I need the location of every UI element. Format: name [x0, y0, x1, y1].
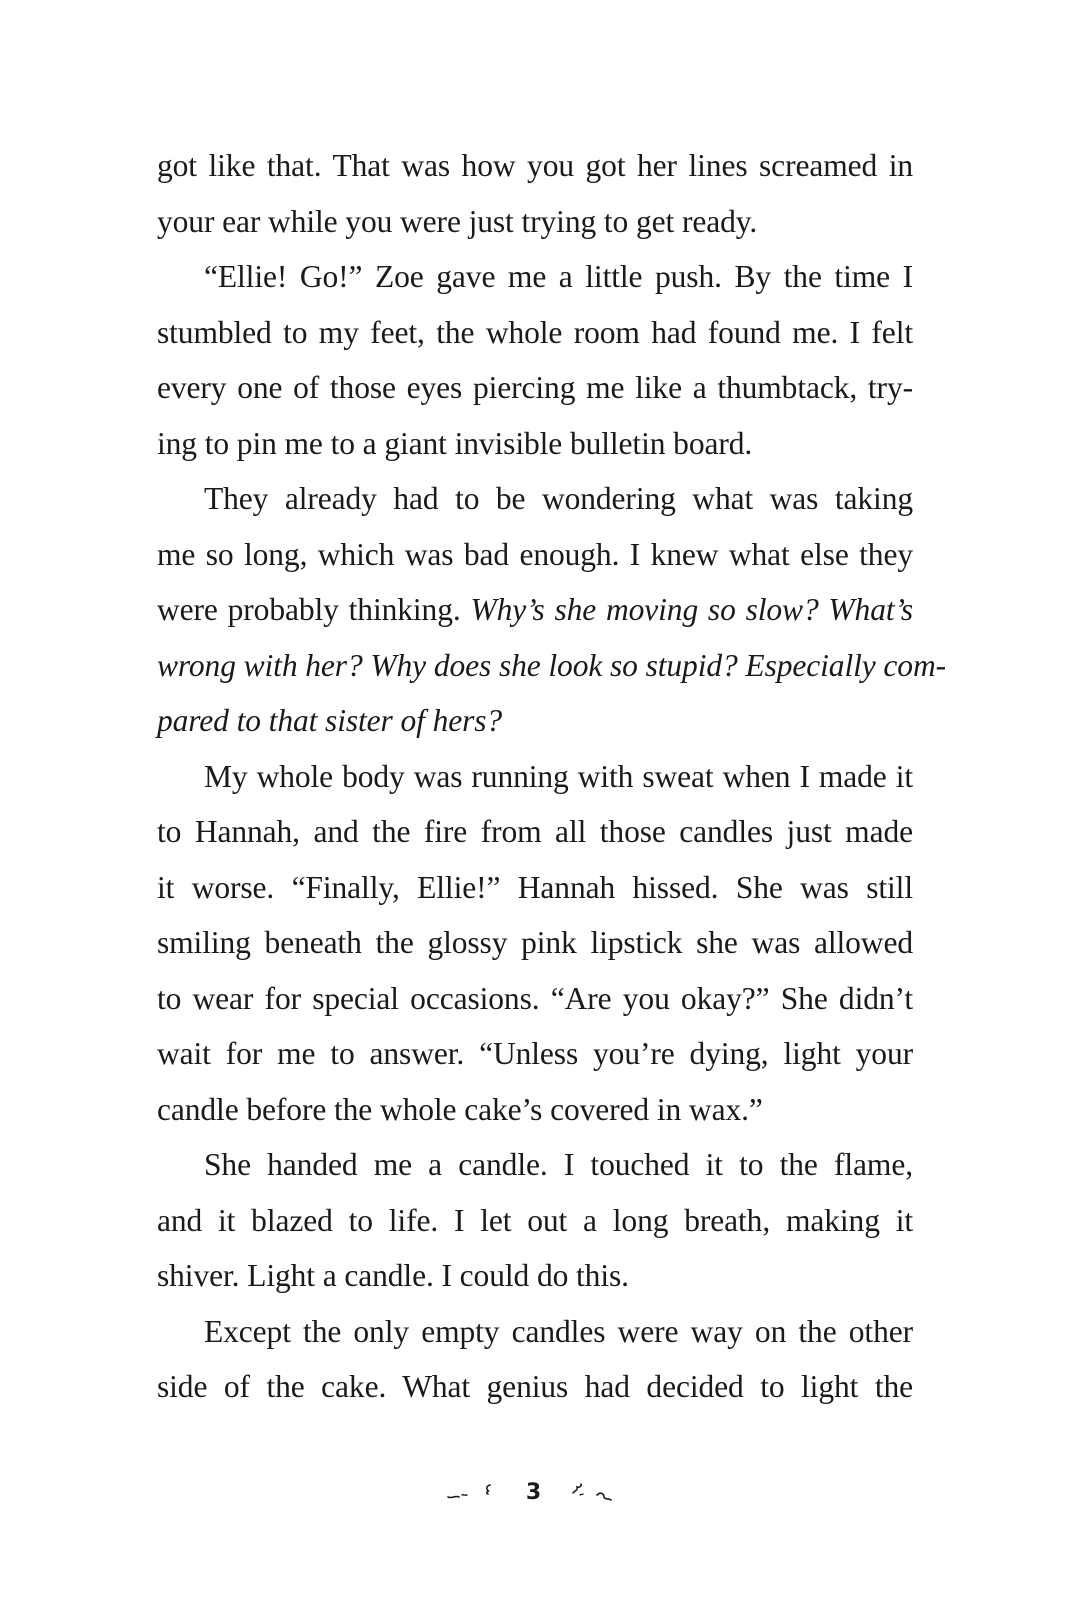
- body-text-line: [157, 638, 946, 694]
- italic-thought-text: wrong with her? Why does she look so stupid? Especially com-: [157, 647, 946, 683]
- body-text-line: stumbled to my feet, the whole room had found me. I felt: [157, 314, 913, 350]
- body-text-line: and it blazed to life. I let out a long breath, making it: [157, 1202, 913, 1238]
- body-text-line: candle before the whole cake’s covered in wax.”: [157, 1091, 763, 1127]
- book-page-body: [157, 138, 946, 1415]
- flourish-right-icon: [571, 1481, 621, 1505]
- page-footer: [0, 1478, 1067, 1508]
- body-text-line: got like that. That was how you got her lines screamed in: [157, 148, 913, 183]
- body-text-line: wait for me to answer. “Unless you’re dying, light your: [157, 1036, 913, 1071]
- flourish-left-icon: [446, 1481, 496, 1505]
- body-text-line: [157, 582, 913, 638]
- body-text-line: smiling beneath the glossy pink lipstick she was allowed: [157, 925, 913, 960]
- body-text-line: every one of those eyes piercing me like a thumbtack, try-: [157, 370, 913, 405]
- body-text-line: “Ellie! Go!” Zoe gave me a little push. By the time I: [204, 259, 913, 294]
- body-text-line: to wear for special occasions. “Are you okay?” She didn’t: [157, 980, 913, 1016]
- body-text-line: to Hannah, and the fire from all those candles just made: [157, 814, 913, 849]
- italic-thought-text: pared to that sister of hers?: [157, 703, 503, 738]
- body-text-line: My whole body was running with sweat when I made it: [204, 758, 913, 794]
- body-text-line: side of the cake. What genius had decided to light the: [157, 1369, 913, 1404]
- italic-thought-text: Why’s she moving so slow? What’s: [470, 592, 913, 627]
- body-text-line: it worse. “Finally, Ellie!” Hannah hissed. She was still: [157, 869, 913, 905]
- body-text-line: Except the only empty candles were way on the other: [204, 1313, 913, 1349]
- page-number: 3: [525, 1480, 542, 1505]
- body-text-segment: were probably thinking.: [157, 592, 471, 627]
- body-text-line: [157, 693, 913, 749]
- body-text-line: She handed me a candle. I touched it to the flame,: [204, 1147, 913, 1182]
- body-text-line: They already had to be wondering what was taking: [204, 481, 913, 516]
- body-text-line: me so long, which was bad enough. I knew what else they: [157, 536, 913, 572]
- body-text-line: shiver. Light a candle. I could do this.: [157, 1258, 629, 1293]
- body-text-line: your ear while you were just trying to get ready.: [157, 203, 758, 239]
- body-text-line: ing to pin me to a giant invisible bulletin board.: [157, 425, 753, 461]
